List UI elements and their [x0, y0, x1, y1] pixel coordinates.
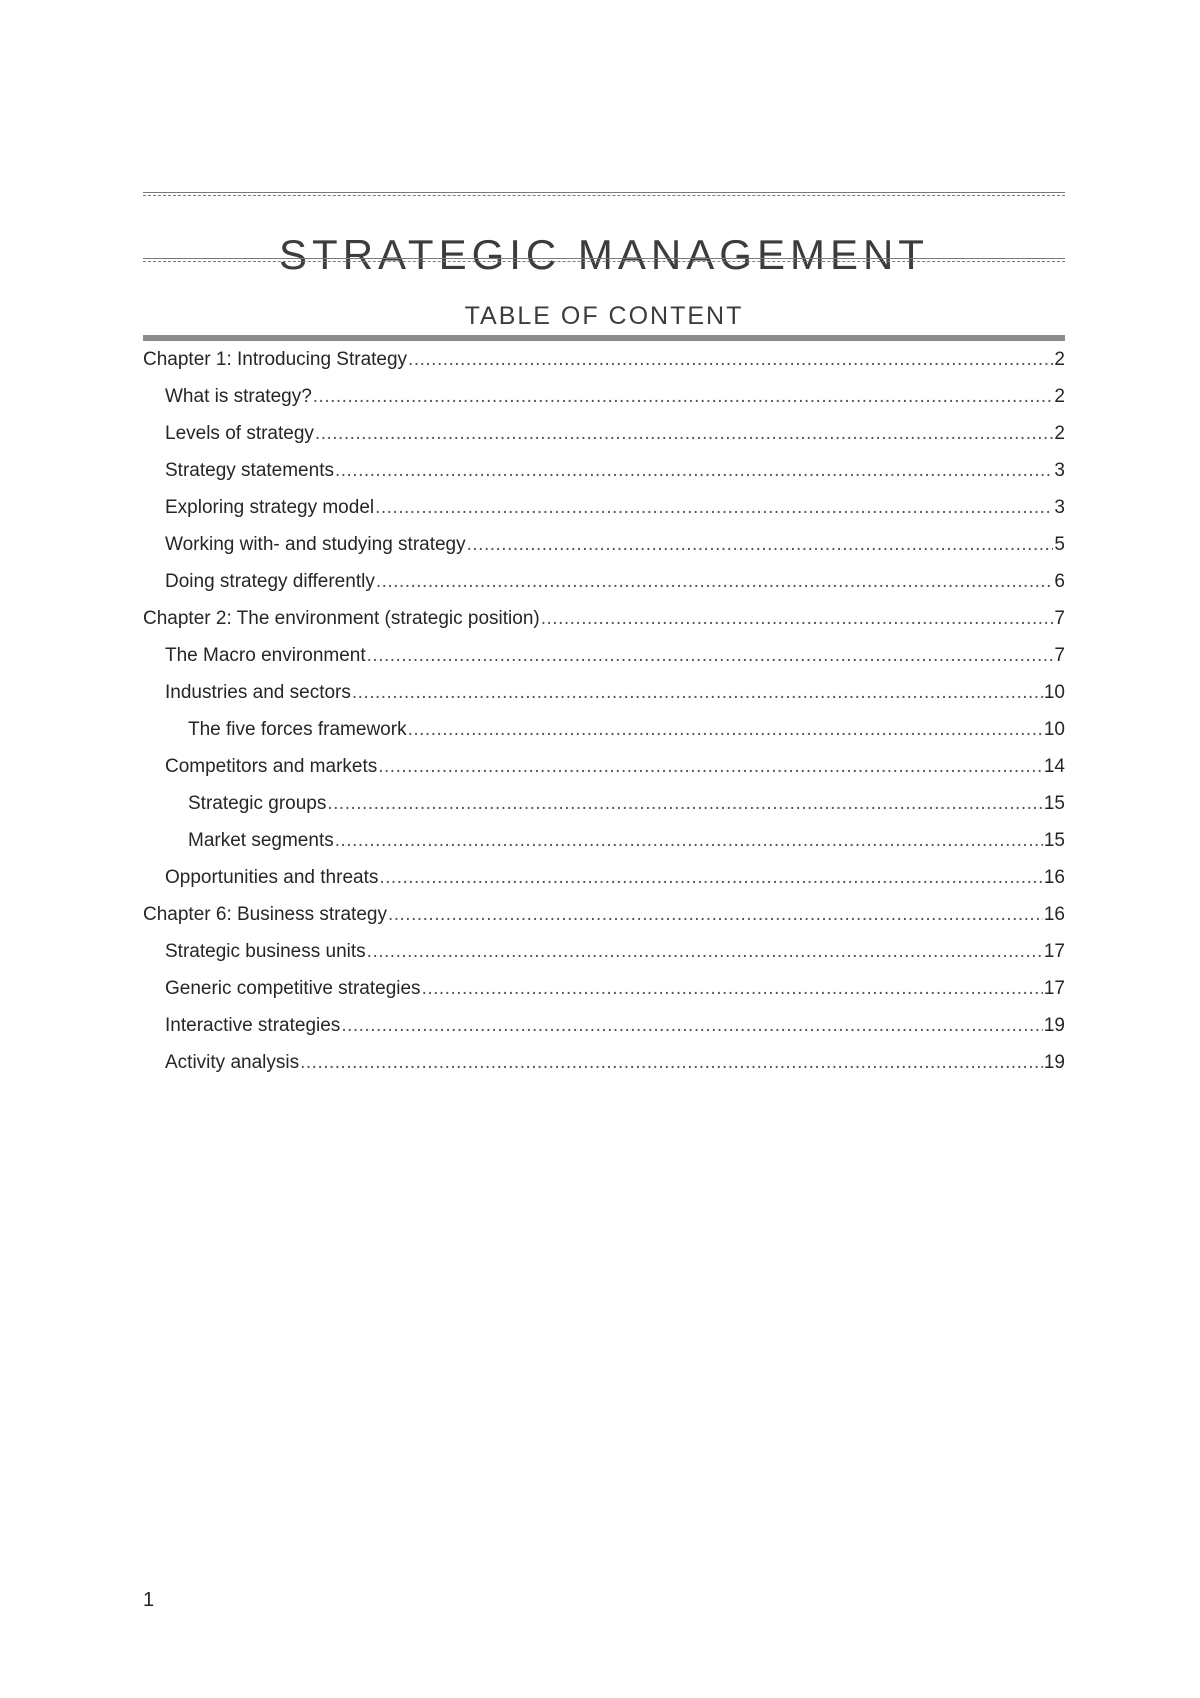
toc-entry-page: 16 — [1043, 867, 1065, 888]
toc-dot-leader — [541, 600, 1054, 637]
toc-entry[interactable] — [143, 970, 1065, 1007]
toc-entry[interactable] — [143, 378, 1065, 415]
toc-entry-text: Market segments — [188, 830, 334, 851]
toc-dot-leader — [367, 933, 1043, 970]
toc-entry[interactable] — [143, 748, 1065, 785]
toc-entry[interactable] — [143, 489, 1065, 526]
toc-dot-leader — [313, 378, 1054, 415]
toc-entry-text: Activity analysis — [165, 1052, 300, 1073]
toc-dot-leader — [335, 452, 1053, 489]
toc-entry-page: 3 — [1054, 460, 1065, 481]
toc-entry-text: Industries and sectors — [165, 682, 351, 703]
toc-dot-leader — [300, 1044, 1043, 1081]
toc-entry-text: Chapter 1: Introducing Strategy — [143, 349, 408, 370]
toc-dot-leader — [335, 822, 1043, 859]
toc-entry-page: 5 — [1054, 534, 1065, 555]
toc-entry-page: 16 — [1043, 904, 1065, 925]
toc-entry[interactable] — [143, 674, 1065, 711]
toc-entry-text: Competitors and markets — [165, 756, 378, 777]
toc-dot-leader — [376, 563, 1054, 600]
toc-entry-page: 17 — [1043, 941, 1065, 962]
toc-entry-text: Opportunities and threats — [165, 867, 379, 888]
toc-entry-page: 14 — [1043, 756, 1065, 777]
title-rule-bottom — [143, 258, 1065, 262]
toc-dot-leader — [467, 526, 1054, 563]
toc-dot-leader — [327, 785, 1043, 822]
toc-entry[interactable] — [143, 452, 1065, 489]
document-title: STRATEGIC MANAGEMENT — [279, 231, 929, 279]
toc-entry[interactable] — [143, 896, 1065, 933]
title-block — [143, 192, 1065, 279]
toc-entry-text: Chapter 2: The environment (strategic position) — [143, 608, 540, 629]
toc-entry[interactable] — [143, 526, 1065, 563]
toc-entry-text: Strategic groups — [188, 793, 327, 814]
toc-entry-text: Exploring strategy model — [165, 497, 375, 518]
toc-entry-text: Working with- and studying strategy — [165, 534, 466, 555]
toc-entry[interactable] — [143, 415, 1065, 452]
title-rule-top — [143, 192, 1065, 196]
page-number: 1 — [143, 1589, 155, 1611]
toc-dot-leader — [378, 748, 1043, 785]
toc-entry-text: What is strategy? — [165, 386, 312, 407]
toc-entry-text: Interactive strategies — [165, 1015, 341, 1036]
toc-entry[interactable] — [143, 859, 1065, 896]
toc-entry-text: The Macro environment — [165, 645, 366, 666]
toc-entry[interactable] — [143, 341, 1065, 378]
toc-entry-text: Levels of strategy — [165, 423, 314, 444]
toc-entry-page: 15 — [1043, 793, 1065, 814]
toc-dot-leader — [422, 970, 1043, 1007]
toc-entry[interactable] — [143, 1044, 1065, 1081]
toc-entry[interactable] — [143, 1007, 1065, 1044]
toc-dot-leader — [388, 896, 1043, 933]
toc-heading: TABLE OF CONTENT — [464, 302, 744, 330]
toc-entry-page: 7 — [1054, 608, 1065, 629]
toc-entry-page: 2 — [1054, 349, 1065, 370]
toc-dot-leader — [341, 1007, 1043, 1044]
toc-entry[interactable] — [143, 933, 1065, 970]
toc-entry[interactable] — [143, 600, 1065, 637]
toc-entry-page: 19 — [1043, 1015, 1065, 1036]
toc-dot-leader — [367, 637, 1054, 674]
toc-entry-page: 19 — [1043, 1052, 1065, 1073]
toc-entry-text: Chapter 6: Business strategy — [143, 904, 387, 925]
toc-entry-page: 6 — [1054, 571, 1065, 592]
toc-entry-page: 7 — [1054, 645, 1065, 666]
toc-entry[interactable] — [143, 822, 1065, 859]
toc-entry-page: 15 — [1043, 830, 1065, 851]
toc-entry[interactable] — [143, 711, 1065, 748]
toc-entry[interactable] — [143, 785, 1065, 822]
toc-entry[interactable] — [143, 563, 1065, 600]
toc-dot-leader — [352, 674, 1043, 711]
toc-dot-leader — [315, 415, 1054, 452]
table-of-contents — [143, 341, 1065, 1081]
toc-entry-text: Generic competitive strategies — [165, 978, 421, 999]
toc-entry-text: Strategy statements — [165, 460, 334, 481]
toc-entry-page: 10 — [1043, 682, 1065, 703]
toc-entry-text: Strategic business units — [165, 941, 366, 962]
toc-dot-leader — [379, 859, 1043, 896]
toc-dot-leader — [408, 341, 1053, 378]
toc-entry-text: The five forces framework — [188, 719, 407, 740]
toc-dot-leader — [408, 711, 1043, 748]
toc-entry-page: 3 — [1054, 497, 1065, 518]
toc-entry-text: Doing strategy differently — [165, 571, 375, 592]
toc-entry[interactable] — [143, 637, 1065, 674]
toc-entry-page: 2 — [1054, 423, 1065, 444]
toc-entry-page: 2 — [1054, 386, 1065, 407]
toc-entry-page: 17 — [1043, 978, 1065, 999]
toc-dot-leader — [375, 489, 1053, 526]
toc-entry-page: 10 — [1043, 719, 1065, 740]
